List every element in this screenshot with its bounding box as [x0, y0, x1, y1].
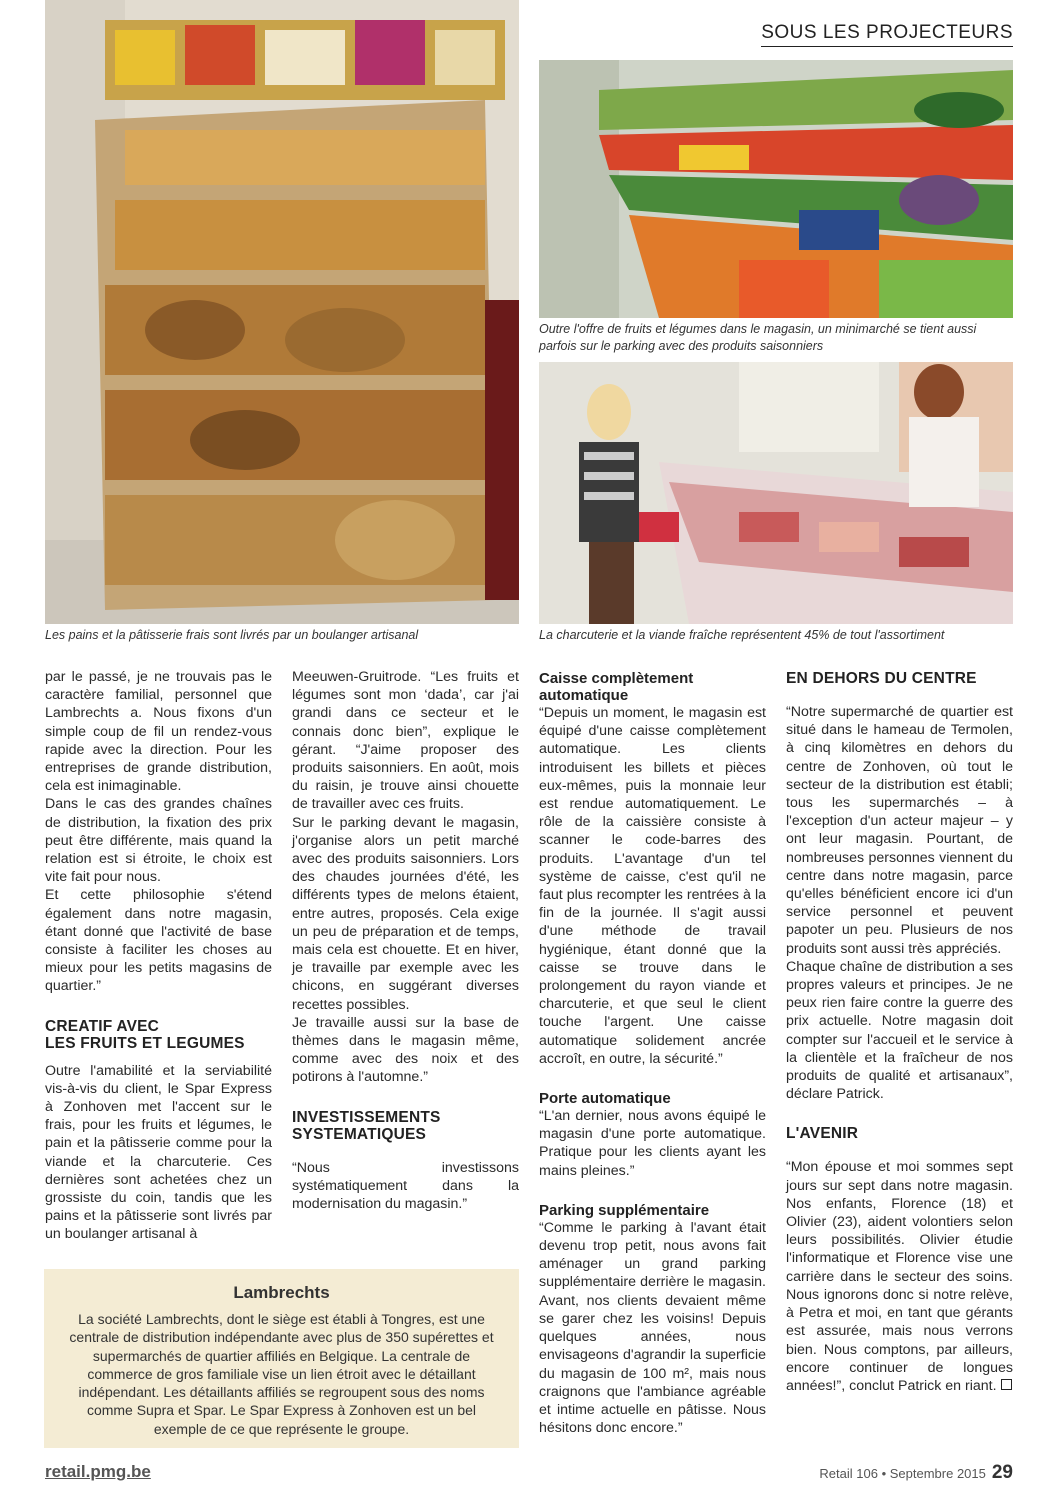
end-mark-icon	[1001, 1379, 1012, 1390]
footer-issue	[819, 1462, 1013, 1484]
section-heading: INVESTISSEMENTS	[292, 1108, 441, 1126]
article-column-2	[292, 668, 519, 1213]
paragraph: Outre l'amabilité et la serviabilité vis-à-vis du client, le Spar Express à Zonhoven met l'accent sur le frais, pour les fruits et légumes, le pain et la pâtisserie comme pour la viande et la charcuterie. Ces dernières sont achetées chez un grossiste du coin, tandis que les pains et la pâtisserie sont livrés par un boulanger artisanal à	[45, 1062, 272, 1243]
paragraph: Je travaille aussi sur la base de thèmes dans le magasin même, comme avec des noix et des potirons à l'automne.”	[292, 1014, 519, 1086]
paragraph: “L'an dernier, nous avons équipé le magasin d'une porte automatique. Pratique pour les clients ayant les mains pleines.”	[539, 1108, 766, 1179]
deli-photo-caption: La charcuterie et la viande fraîche représentent 45% de tout l'assortiment	[539, 628, 945, 642]
section-heading: CREATIF AVEC	[45, 1017, 160, 1035]
section-title: SOUS LES PROJECTEURS	[761, 22, 1013, 47]
box-title: Lambrechts	[233, 1283, 330, 1302]
subheading: automatique	[539, 687, 629, 704]
section-heading: L'AVENIR	[786, 1125, 859, 1143]
box-text: La société Lambrechts, dont le siège est établi à Tongres, est une centrale de distribution indépendante avec plus de 350 supérettes et supermarchés de quartier affiliés en Belgique. La centrale de commerce de gros familiale vise un lien étroit avec le détaillant indépendant. Les détaillants affiliés se regroupent sous des noms comme Supra et Spar. Le Spar Express à Zonhoven est un bel exemple de ce que représente le groupe.	[69, 1311, 494, 1437]
subheading: Porte automatique	[539, 1090, 671, 1108]
paragraph: par le passé, je ne trouvais pas le caractère familial, personnel que Lambrechts a. Nous fixons d'un simple coup de fil un rendez-vous rapide avec la direction. Pour les entreprises de grande distribution, cela est inimaginable.	[45, 669, 272, 795]
vegetables-photo	[539, 60, 1013, 318]
article-column-4	[786, 670, 1013, 1395]
paragraph: Et cette philosophie s'étend également dans notre magasin, étant donné que l'activité de base consiste à faciliter les choses au mieux pour les petits magasins de quartier.”	[45, 887, 272, 995]
paragraph: “Notre supermarché de quartier est situé dans le hameau de Termolen, à cinq kilomètres en dehors du centre de Zonhoven, où tout le secteur de la distribution est établi; tous les supermarchés – à l'exception d'un acteur majeur – y ont leur magasin. Pourtant, de nombreuses personnes viennent du centre dans notre magasin, parce qu'elles bénéficient encore ici d'un service personnel et peuvent papoter un peu. Plusieurs de nos produits sont aussi très appréciés.	[786, 704, 1013, 957]
section-heading: SYSTEMATIQUES	[292, 1125, 427, 1143]
bread-photo-caption: Les pains et la pâtisserie frais sont livrés par un boulanger artisanal	[45, 628, 419, 642]
issue-label: Retail 106 • Septembre 2015	[819, 1466, 986, 1481]
paragraph: Meeuwen-Gruitrode. “Les fruits et légumes sont mon ‘dada’, car j'ai grandi dans ce secteur et le connais donc bien”, explique le gérant. “J'aime proposer des produits saisonniers. En août, mois du raisin, je trouve ainsi chouette de travailler avec ces fruits.	[292, 669, 519, 813]
footer-website-link[interactable]: retail.pmg.be	[45, 1462, 151, 1481]
paragraph: “Depuis un moment, le magasin est équipé d'une caisse complètement automatique. Les clients introduisent les billets et pièces eux-mêmes, puis la monnaie leur est rendue automatiquement. Le rôle de la caissière consiste à scanner le code-barres des produits. L'avantage d'un tel système de caisse, c'est qu'il ne faut plus recompter les rentrées à la fin de la journée. Il s'agit aussi d'une méthode de travail hygiénique, étant donné que la caisse se trouve dans le prolongement du rayon viande et charcuterie, et que seul le client touche l'argent. Une caisse automatique solidement ancrée accroît, en outre, la sécurité.”	[539, 705, 766, 1067]
paragraph: “Nous investissons systématiquement dans la modernisation du magasin.”	[292, 1159, 519, 1213]
bread-photo	[45, 0, 519, 624]
subheading: Caisse complètement	[539, 670, 694, 687]
paragraph: Dans le cas des grandes chaînes de distribution, la fixation des prix peut être différente, mais quand la relation est si étroite, le choix est vite fait pour nous.	[45, 796, 272, 886]
paragraph: “Comme le parking à l'avant était devenu trop petit, nous avons fait aménager un grand parking supplémentaire derrière le magasin. Avant, nos clients devaient même se garer chez les voisins! Depuis quelques années, nous envisageons d'agrandir la superficie du magasin de 100 m², mais nous craignons que l'ambiance agréable et intime actuelle en pâtisse. Nous hésitons donc encore.”	[539, 1219, 766, 1437]
paragraph	[786, 1158, 1013, 1395]
section-heading: EN DEHORS DU CENTRE	[786, 670, 977, 687]
page-number: 29	[991, 1462, 1013, 1483]
paragraph: Chaque chaîne de distribution a ses propres valeurs et principes. Je ne peux rien faire contre la guerre des prix actuelle. Notre magasin doit compter sur l'accueil et le service à la clientèle et la fraîcheur de nos produits de qualité et artisanaux”, déclare Patrick.	[786, 958, 1013, 1103]
paragraph-text: “Mon épouse et moi sommes sept jours sur sept dans notre magasin. Nos enfants, Florence (18) et Olivier (23), aident volontiers selon leurs possibilités. Olivier étudie l'informatique et Florence vise une carrière dans le secteur des soins. Nous ignorons donc si notre relève, à Petra et moi, en tant que gérants est assurée, mais nous verrons bien. Nous comptons, par ailleurs, encore continuer de longues années!”, conclut Patrick en riant.	[786, 1159, 1013, 1394]
deli-photo	[539, 362, 1013, 624]
paragraph: Sur le parking devant le magasin, j'organise alors un petit marché avec des produits saisonniers. Lors des chaudes journées d'été, les différents types de melons étaient, entre autres, proposés. Cela exige un peu de préparation et de temps, mais cela est chouette. Et en hiver, je travaille par exemple avec les chicons, en suggérant diverses recettes possibles.	[292, 814, 519, 1013]
article-column-3	[539, 670, 766, 1437]
section-heading: LES FRUITS ET LEGUMES	[45, 1034, 245, 1052]
lambrechts-info-box	[44, 1269, 519, 1448]
vegetables-photo-caption: Outre l'offre de fruits et légumes dans le magasin, un minimarché se tient aussi parfois sur le parking avec des produits saisonniers	[539, 322, 977, 353]
subheading: Parking supplémentaire	[539, 1201, 710, 1219]
article-column-1	[45, 668, 272, 1244]
